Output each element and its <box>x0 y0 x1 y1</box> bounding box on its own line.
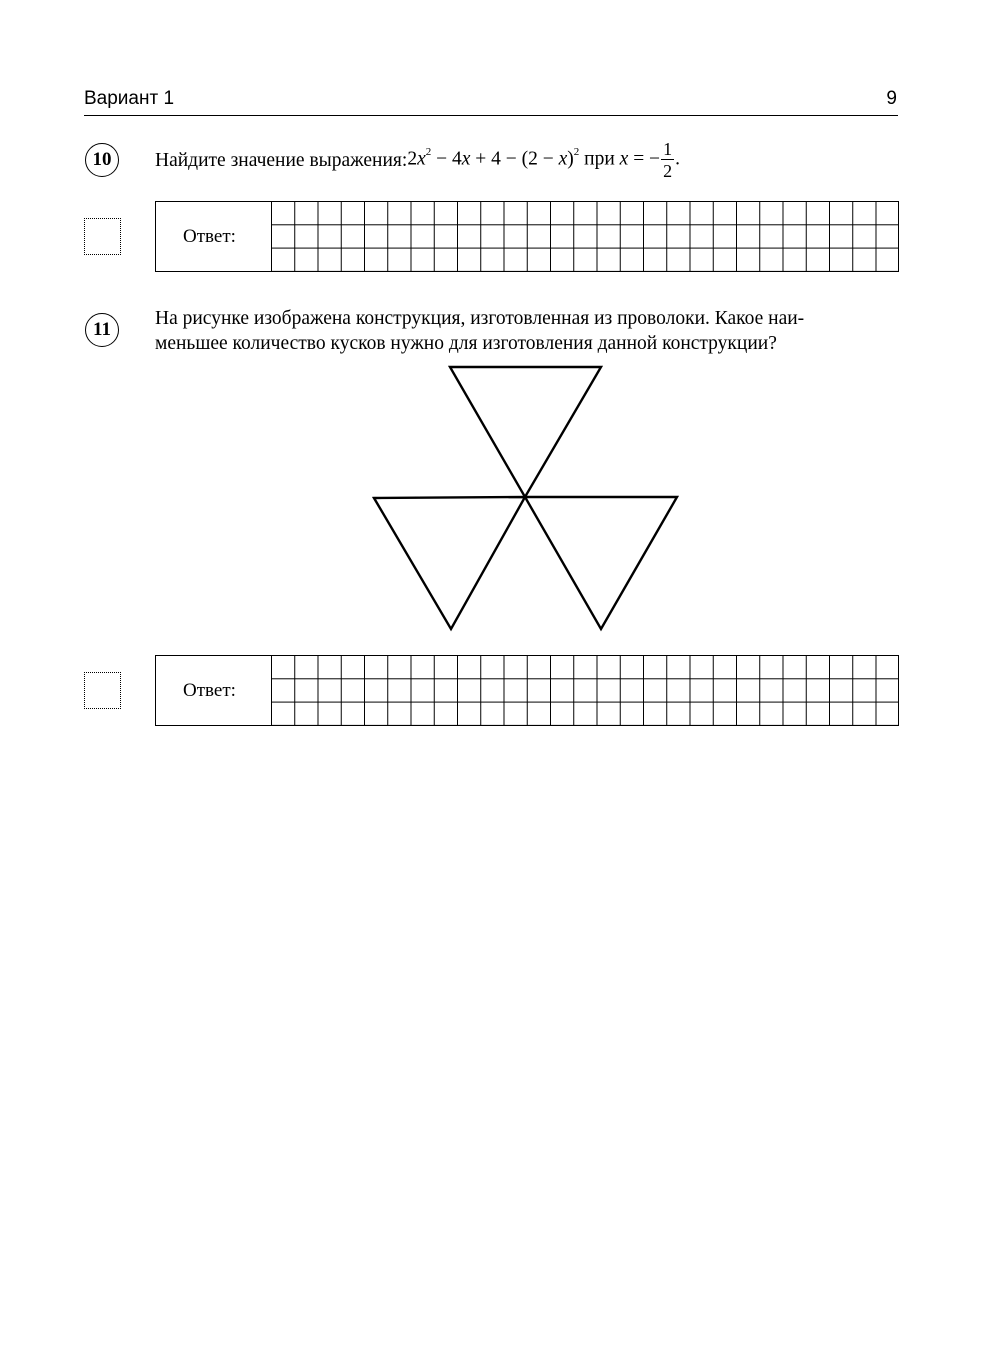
fraction-one-half: $\frac{1}{2}$ <box>663 139 673 181</box>
task-11-text-line-2: меньшее количество кусков нужно для изготовления данной конструкции? <box>155 333 777 354</box>
page-number: 9 <box>886 88 897 109</box>
task-10-prompt: Найдите значение выражения: <box>155 149 408 171</box>
right-triangle <box>525 497 677 629</box>
task-11-answer-label: Ответ: <box>156 656 272 725</box>
task-11-text-line-1: На рисунке изображена конструкция, изготовленная из проволоки. Какое наи- <box>155 308 805 329</box>
task-11-number: 11 <box>85 313 119 347</box>
task-11-answer-box <box>155 655 899 726</box>
task-11-score-box[interactable] <box>84 672 121 709</box>
variant-label: Вариант 1 <box>84 88 175 109</box>
left-triangle <box>374 497 525 629</box>
task-10-expression: $2x^2 - 4x + 4 - (2 - x)^2$ при x = − $\frac{1}{2}$ . <box>407 139 680 181</box>
task-10-number: 10 <box>85 143 119 177</box>
top-triangle <box>450 367 601 497</box>
task-11-answer-grid[interactable] <box>272 656 898 725</box>
task-10-answer-label: Ответ: <box>156 202 272 271</box>
